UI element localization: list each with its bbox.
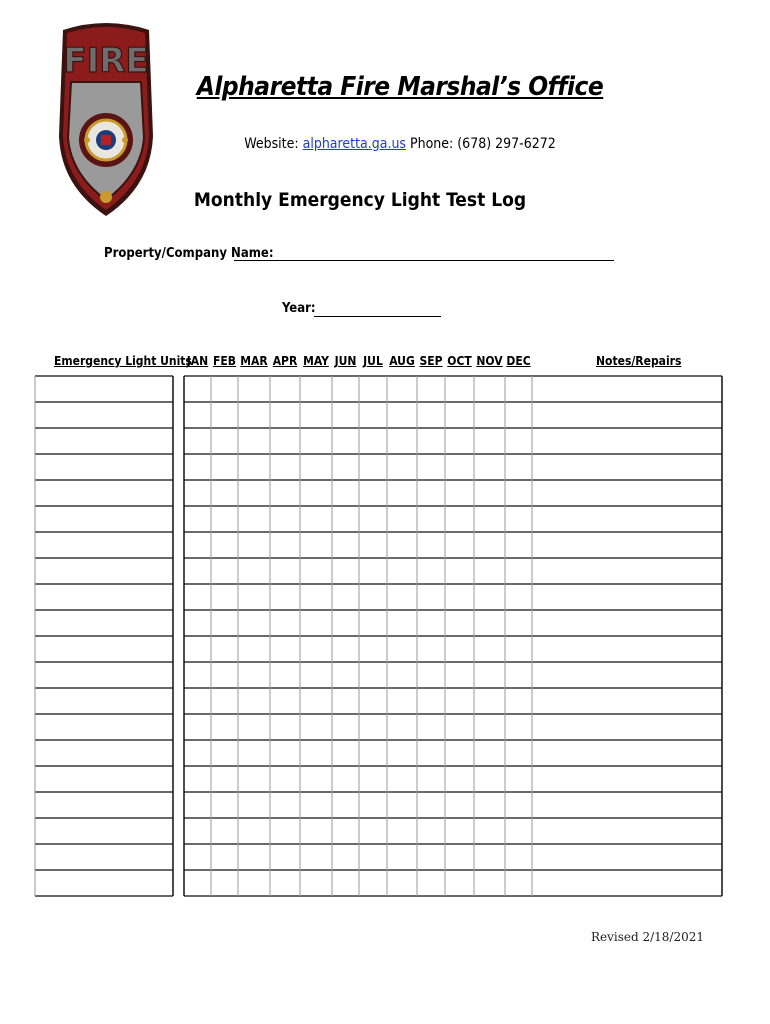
notes-header: Notes/Repairs [596, 354, 682, 368]
month-header-jun: JUN [334, 354, 357, 368]
month-header-oct: OCT [447, 354, 472, 368]
office-title: Alpharetta Fire Marshal’s Office [196, 72, 604, 102]
website-label: Website: [244, 136, 299, 152]
month-header-dec: DEC [506, 354, 531, 368]
month-header-jul: JUL [363, 354, 383, 368]
year-label: Year: [282, 301, 316, 316]
month-header-aug: AUG [389, 354, 415, 368]
month-header-mar: MAR [240, 354, 268, 368]
phone-number: (678) 297-6272 [457, 136, 556, 152]
month-header-jan: JAN [186, 354, 209, 368]
month-header-sep: SEP [419, 354, 443, 368]
svg-text:FIRE: FIRE [63, 41, 149, 81]
property-label: Property/Company Name: [104, 246, 274, 261]
month-header-apr: APR [272, 354, 298, 368]
form-title: Monthly Emergency Light Test Log [193, 189, 527, 211]
revised-date: Revised 2/18/2021 [590, 930, 704, 944]
website-link[interactable]: alpharetta.ga.us [302, 136, 406, 152]
phone-label: Phone: [410, 136, 454, 152]
month-header-feb: FEB [213, 354, 236, 368]
month-header-nov: NOV [476, 354, 503, 368]
units-header: Emergency Light Units [54, 354, 192, 368]
month-header-may: MAY [303, 354, 329, 368]
